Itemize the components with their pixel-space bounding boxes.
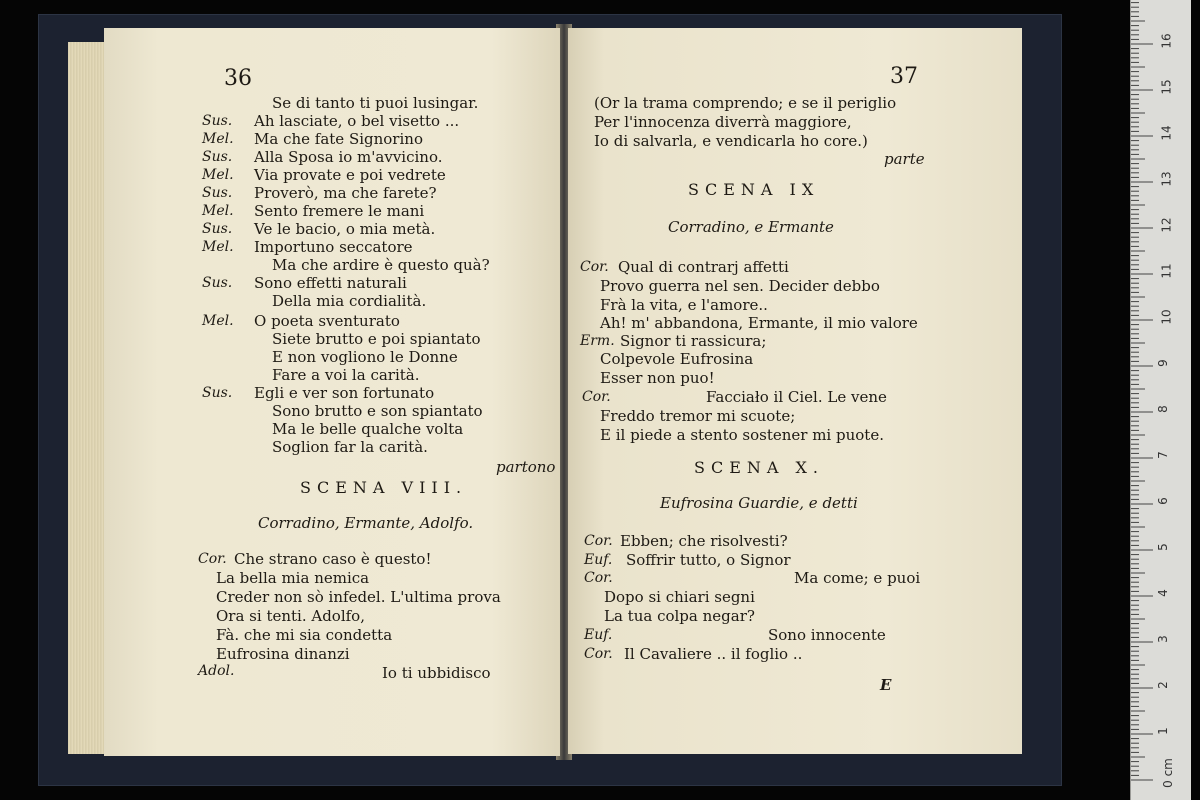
- verse-line: Provo guerra nel sen. Decider debbo: [600, 277, 880, 295]
- verse-line: E non vogliono le Donne: [272, 348, 458, 366]
- verse-line: Facciało il Ciel. Le vene: [706, 388, 887, 406]
- verse-line: Io ti ubbidisco: [382, 664, 491, 682]
- verse-line: Freddo tremor mi scuote;: [600, 407, 796, 425]
- stage-direction: partono: [496, 458, 556, 476]
- verse-line: Sono innocente: [768, 626, 886, 644]
- verse-line: O poeta sventurato: [254, 312, 400, 330]
- verse-line: Ah lasciate, o bel visetto ...: [254, 112, 460, 130]
- verse-line: Della mia cordialità.: [272, 292, 427, 310]
- verse-line: E il piede a stento sostener mi puote.: [600, 426, 884, 444]
- ruler-label: 9: [1155, 359, 1170, 367]
- verse-line: Ma come; e puoi: [794, 569, 921, 587]
- speaker: Mel.: [202, 239, 234, 255]
- verse-line: Qual di contrarj affetti: [618, 258, 789, 276]
- verse-line: Esser non puo!: [600, 369, 715, 387]
- ruler-label: 11: [1159, 263, 1174, 279]
- verse-line: Fare a voi la carità.: [272, 366, 420, 384]
- stage-direction: parte: [884, 150, 925, 168]
- scene-cast: Eufrosina Guardie, e detti: [660, 494, 858, 512]
- ruler-label: 8: [1155, 405, 1170, 413]
- ruler-label: 15: [1159, 79, 1174, 95]
- verse-line: Ora si tenti. Adolfo,: [216, 607, 365, 625]
- speaker: Euf.: [584, 627, 613, 643]
- verse-line: Colpevole Eufrosina: [600, 350, 754, 368]
- ruler-ticks: [1131, 0, 1191, 800]
- verse-line: Fà. che mi sia condetta: [216, 626, 393, 644]
- verse-line: La tua colpa negar?: [604, 607, 755, 625]
- ruler-label: 16: [1159, 33, 1174, 49]
- ruler-label: 3: [1155, 635, 1170, 643]
- verse-line: (Or la trama comprendo; e se il periglio: [594, 94, 897, 112]
- ruler-label: 2: [1155, 681, 1170, 689]
- ruler-label: 12: [1159, 217, 1174, 233]
- verse-line: Ma che fate Signorino: [254, 130, 423, 148]
- speaker: Sus.: [202, 185, 233, 201]
- verse-line: Frà la vita, e l'amore..: [600, 296, 768, 314]
- right-page: [568, 28, 1022, 754]
- verse-line: Signor ti rassicura;: [620, 332, 767, 350]
- verse-line: Proverò, ma che farete?: [254, 184, 437, 202]
- signature-mark: E: [880, 676, 892, 694]
- verse-line: Soffrir tutto, o Signor: [626, 551, 791, 569]
- speaker: Erm.: [580, 333, 615, 349]
- speaker: Mel.: [202, 167, 234, 183]
- speaker: Cor.: [584, 533, 613, 549]
- speaker: Sus.: [202, 149, 233, 165]
- verse-line: Per l'innocenza diverrà maggiore,: [594, 113, 852, 131]
- verse-line: Via provate e poi vedrete: [254, 166, 446, 184]
- verse-line: Ebben; che risolvesti?: [620, 532, 788, 550]
- ruler-label: 1: [1155, 727, 1170, 735]
- page-number: 37: [890, 64, 918, 89]
- page-number: 36: [224, 66, 252, 91]
- speaker: Cor.: [582, 389, 611, 405]
- speaker: Cor.: [584, 646, 613, 662]
- verse-line: Ma le belle qualche volta: [272, 420, 464, 438]
- verse-line: Sento fremere le mani: [254, 202, 425, 220]
- verse-line: Sono effetti naturali: [254, 274, 407, 292]
- verse-line: Importuno seccatore: [254, 238, 413, 256]
- measuring-ruler: [1130, 0, 1191, 800]
- verse-line: Dopo si chiari segni: [604, 588, 755, 606]
- speaker: Cor.: [580, 259, 609, 275]
- speaker: Sus.: [202, 275, 233, 291]
- left-page: [104, 28, 560, 756]
- verse-line: Che strano caso è questo!: [234, 550, 432, 568]
- verse-line: Io di salvarla, e vendicarla ho core.): [594, 132, 868, 150]
- speaker: Mel.: [202, 203, 234, 219]
- verse-line: Eufrosina dinanzi: [216, 645, 350, 663]
- verse-line: Ah! m' abbandona, Ermante, il mio valore: [600, 314, 918, 332]
- verse-line: La bella mia nemica: [216, 569, 370, 587]
- speaker: Sus.: [202, 221, 233, 237]
- speaker: Euf.: [584, 552, 613, 568]
- speaker: Sus.: [202, 385, 233, 401]
- speaker: Cor.: [198, 551, 227, 567]
- speaker: Mel.: [202, 313, 234, 329]
- ruler-label: 4: [1155, 589, 1170, 597]
- ruler-label: 10: [1159, 309, 1174, 325]
- speaker: Mel.: [202, 131, 234, 147]
- ruler-label: 13: [1159, 171, 1174, 187]
- verse-line: Alla Sposa io m'avvicino.: [254, 148, 443, 166]
- verse-line: Siete brutto e poi spiantato: [272, 330, 481, 348]
- speaker: Sus.: [202, 113, 233, 129]
- scene-title: SCENA X.: [694, 458, 824, 477]
- ruler-label: 7: [1155, 451, 1170, 459]
- verse-line: Sono brutto e son spiantato: [272, 402, 483, 420]
- speaker: Adol.: [198, 663, 235, 679]
- scene-title: SCENA IX: [688, 180, 820, 199]
- verse-line: Il Cavaliere .. il foglio ..: [624, 645, 803, 663]
- verse-line: Egli e ver son fortunato: [254, 384, 435, 402]
- verse-line: Creder non sò infedel. L'ultima prova: [216, 588, 501, 606]
- ruler-label: 14: [1159, 125, 1174, 141]
- verse-line: Ma che ardire è questo quà?: [272, 256, 490, 274]
- scene-title: SCENA VIII.: [300, 478, 468, 497]
- scene-cast: Corradino, Ermante, Adolfo.: [258, 514, 474, 532]
- ruler-label: 6: [1155, 497, 1170, 505]
- scene-cast: Corradino, e Ermante: [668, 218, 834, 236]
- verse-line: Se di tanto ti puoi lusingar.: [272, 94, 479, 112]
- ruler-label: 0 cm: [1160, 758, 1175, 788]
- speaker: Cor.: [584, 570, 613, 586]
- verse-line: Soglion far la carità.: [272, 438, 428, 456]
- verse-line: Ve le bacio, o mia metà.: [254, 220, 436, 238]
- ruler-label: 5: [1155, 543, 1170, 551]
